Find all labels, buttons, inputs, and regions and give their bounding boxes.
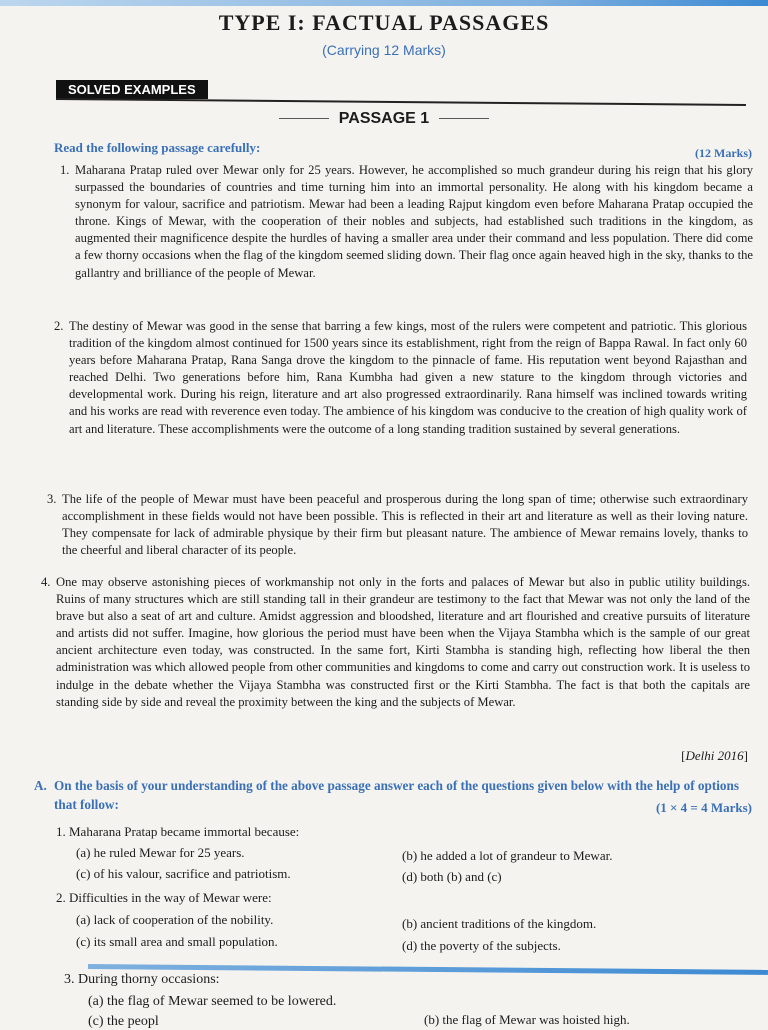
paragraph-1	[60, 162, 753, 282]
option-a: (a) the flag of Mewar seemed to be lowered.	[88, 994, 337, 1009]
paragraph-number: 2.	[54, 319, 64, 333]
paragraph-text: The life of the people of Mewar must have been peaceful and prosperous during the long span of time; otherwise such extraordinary accomplishment in these fields would not have been possible. This is reflected in their art and literature as well as their loving nature. They compensate for lack of admirable physique by their firm but pleasant nature. The ambience of Mewar remains lovely, thanks to the cheerful and liberal character of its people.	[62, 492, 748, 558]
paragraph-text: Maharana Pratap ruled over Mewar only for 25 years. However, he accomplished so much grandeur during his reign that his glory surpassed the boundaries of countries and time turning him into an immortal personality. He along with his kingdom became a synonym for valour, sacrifice and patriotism. Mewar had been a leading Rajput kingdom even before Maharana Pratap occupied the throne. Kings of Mewar, with the cooperation of their nobles and subjects, had established such traditions in the kingdom, as augmented their magnificence despite the hurdles of having a smaller area under their command and less population. There did come a few thorny occasions when the flag of the kingdom seemed sliding down. Their flag once again heaved high in the sky, thanks to the gallantry and brilliance of the people of Mewar.	[75, 163, 753, 280]
question-text: Maharana Pratap became immortal because:	[69, 824, 300, 839]
option-b: (b) he added a lot of grandeur to Mewar.	[402, 848, 613, 863]
passage-heading	[0, 110, 768, 128]
question-text: During thorny occasions:	[78, 972, 220, 987]
option-a: (a) he ruled Mewar for 25 years.	[76, 845, 245, 860]
passage-label: PASSAGE 1	[338, 110, 430, 127]
paragraph-text: One may observe astonishing pieces of workmanship not only in the forts and palaces of Mewar but also in public utility buildings. Ruins of many structures which are still standing tall in their grandeur are testimony to the fact that Mewar was not only the land of the brave but also a seat of art and culture. Amidst aggression and bloodshed, literature and art flourished and creative pursuits of literature and artists did not suffer. Imagine, how glorious the period must have been when the Vijaya Stambha which is the sample of our great ancient architecture even today, was constructed. In the same fort, Kirti Stambha is standing high, reflecting how liberal the then administration was which allowed people from other communities and kingdoms to come and carry out construction work. It is useless to indulge in the debate whether the Vijaya Stambha was constructed first or the Kirti Stambha. The fact is that both the capitals are standing side by side and reveal the proximity between the king and the subjects of Mewar.	[56, 575, 750, 709]
section-divider	[56, 98, 746, 106]
option-b: (b) ancient traditions of the kingdom.	[402, 916, 597, 931]
paragraph-text: The destiny of Mewar was good in the sense that barring a few kings, most of the rulers were competent and patriotic. This glorious tradition of the kingdom almost continued for 1500 years since its establishment, right from the reign of Bappa Rawal. In fact only 60 years before Maharana Pratap, Rana Sanga drove the kingdom to the pinnacle of fame. His reputation went beyond Rajasthan and reached Delhi. Two generations before him, Rana Kumbha had given a new stature to the kingdom through victories and developmental work. During his reign, literature and art also progressed extraordinarily. Rana himself was inclined towards writing and his works are read with reverence even today. The ambience of his kingdom was conducive to the creation of high quality work of art and literature. These accomplishments were the outcome of a long standing tradition sustained by several generations.	[69, 319, 747, 436]
question-2	[56, 890, 272, 906]
option-d: (d) both (b) and (c)	[402, 869, 502, 884]
top-accent-bar	[0, 0, 768, 6]
section-a-text: On the basis of your understanding of the above passage answer each of the questions given below with the help of options that follow:	[54, 778, 739, 812]
section-a-marks: (1 × 4 = 4 Marks)	[655, 800, 752, 815]
option-b: (b) the flag of Mewar was hoisted high.	[424, 1012, 630, 1027]
question-number: 3.	[64, 972, 75, 987]
question-text: Difficulties in the way of Mewar were:	[69, 890, 272, 905]
option-c: (c) the peopl	[88, 1014, 159, 1029]
paragraph-2	[54, 318, 747, 438]
option-a: (a) lack of cooperation of the nobility.	[76, 912, 274, 927]
question-1	[56, 824, 299, 840]
heading-rule-right	[439, 118, 489, 119]
option-c: (c) its small area and small population.	[76, 934, 278, 949]
instruction-text: Read the following passage carefully:	[54, 140, 261, 155]
section-a-instruction	[34, 776, 754, 814]
paragraph-number: 1.	[60, 163, 70, 177]
paragraph-number: 4.	[41, 575, 51, 589]
question-number: 1.	[56, 824, 66, 839]
question-number: 2.	[56, 890, 66, 905]
solved-examples-tag: SOLVED EXAMPLES	[56, 80, 208, 99]
option-d: (d) the poverty of the subjects.	[402, 938, 561, 953]
paragraph-3	[47, 491, 748, 559]
passage-marks: (12 Marks)	[695, 146, 752, 160]
page-subtitle: (Carrying 12 Marks)	[322, 42, 446, 58]
option-c: (c) of his valour, sacrifice and patriotism.	[76, 866, 291, 881]
page-title: TYPE I: FACTUAL PASSAGES	[218, 10, 550, 35]
section-letter: A.	[34, 778, 47, 793]
heading-rule-left	[279, 118, 329, 119]
source-citation: [Delhi 2016]	[681, 748, 748, 763]
paragraph-4	[41, 574, 750, 711]
question-3	[64, 972, 220, 988]
paragraph-number: 3.	[47, 492, 57, 506]
